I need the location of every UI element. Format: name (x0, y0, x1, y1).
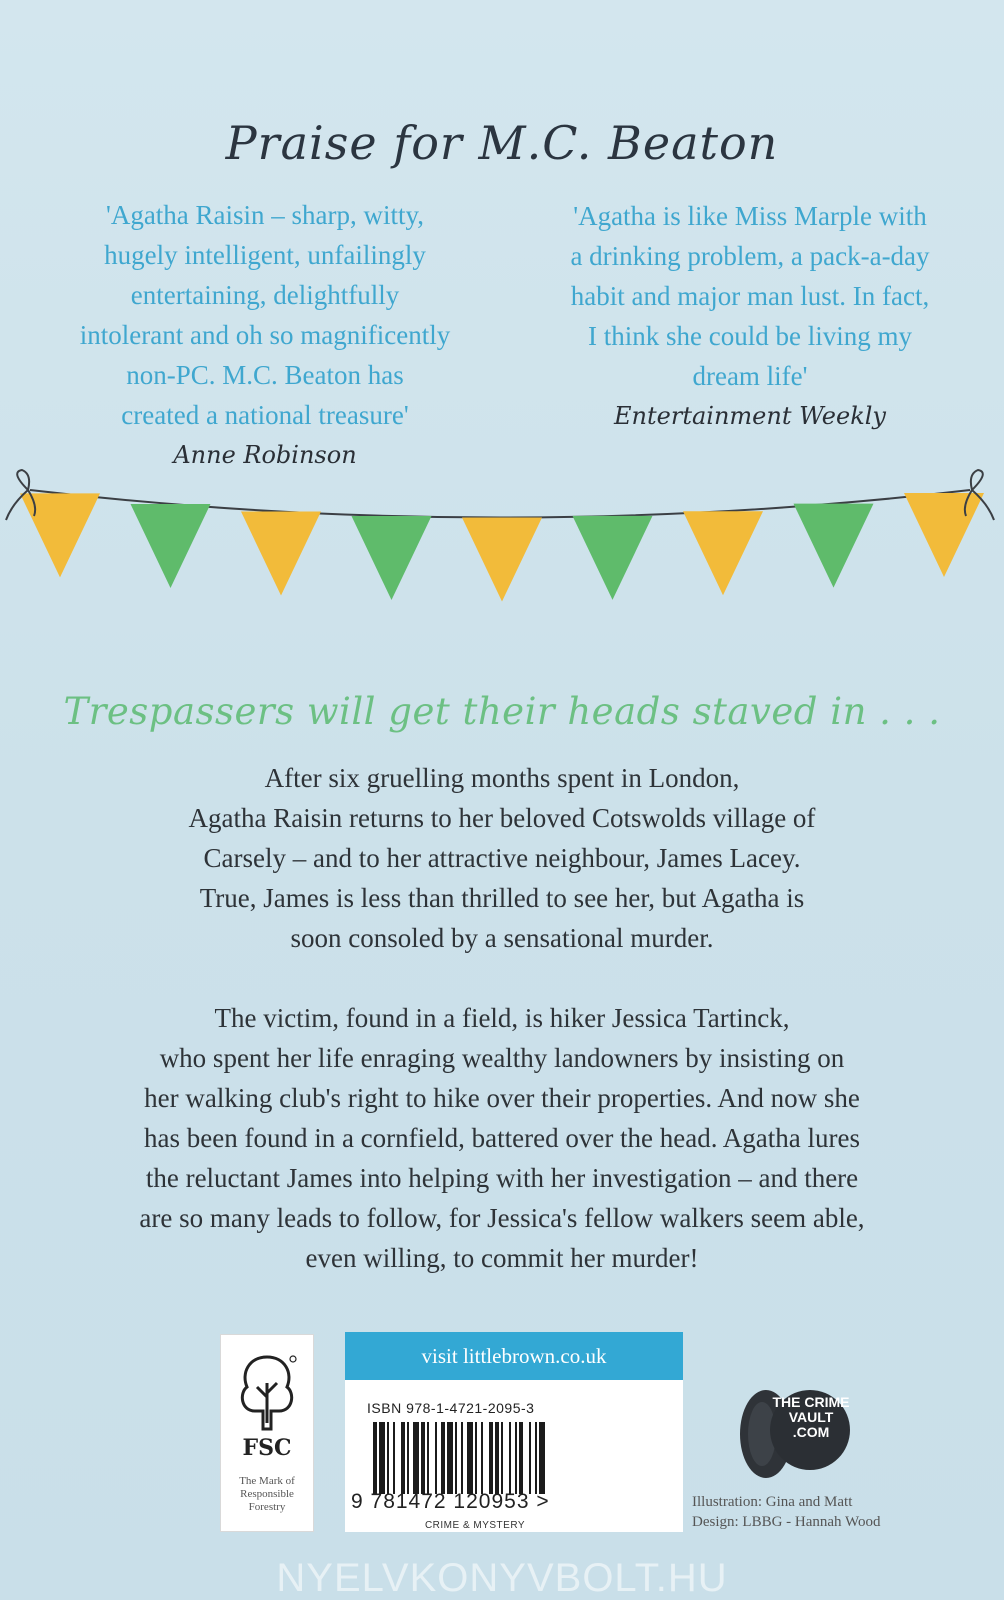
blurb-line: has been found in a cornfield, battered over the head. Agatha lures (144, 1123, 860, 1153)
barcode-bar (387, 1422, 389, 1494)
barcode-bar (515, 1422, 517, 1494)
barcode-bar (373, 1422, 377, 1494)
blurb-line: are so many leads to follow, for Jessica's fellow walkers seem able, (139, 1203, 865, 1233)
quote-line: 'Agatha Raisin – sharp, witty, (105, 200, 425, 230)
barcode-icon (373, 1422, 603, 1494)
barcode-bar (529, 1422, 531, 1494)
quote-line: 'Agatha is like Miss Marple with (573, 201, 927, 231)
barcode-bar (435, 1422, 437, 1494)
quote-entertainment-weekly (520, 196, 980, 436)
design-credits (692, 1492, 962, 1532)
praise-heading: Praise for M.C. Beaton (225, 116, 779, 170)
quote-line: I think she could be living my (588, 321, 912, 351)
crime-vault-text: THE CRIME VAULT .COM (772, 1394, 850, 1440)
barcode-bar (455, 1422, 457, 1494)
quote-line: intolerant and oh so magnificently (79, 320, 451, 350)
blurb-line: Carsely – and to her attractive neighbour, James Lacey. (203, 843, 801, 873)
barcode-bar (413, 1422, 419, 1494)
quote-line: dream life' (692, 361, 808, 391)
tagline: Trespassers will get their heads staved in . . . (63, 690, 941, 733)
blurb-line: True, James is less than thrilled to see her, but Agatha is (199, 883, 805, 913)
fsc-label: FSC (242, 1435, 292, 1461)
barcode-bar (495, 1422, 499, 1494)
blurb-line: soon consoled by a sensational murder. (290, 923, 714, 953)
quote-line: non-PC. M.C. Beaton has (126, 360, 404, 390)
quote-line: a drinking problem, a pack-a-day (570, 241, 930, 271)
barcode-bar (475, 1422, 477, 1494)
fsc-tree-icon (235, 1353, 299, 1433)
blurb-line: The victim, found in a field, is hiker Jessica Tartinck, (214, 1003, 790, 1033)
barcode-number: 9 781472 120953 > (351, 1490, 550, 1513)
barcode-bar (441, 1422, 445, 1494)
quote-line: hugely intelligent, unfailingly (104, 240, 426, 270)
watermark: NYELVKONYVBOLT.HU (276, 1556, 728, 1600)
bunting-flag (131, 504, 211, 588)
blurb-line: Agatha Raisin returns to her beloved Cotswolds village of (188, 803, 816, 833)
blurb-line: the reluctant James into helping with her investigation – and there (145, 1163, 859, 1193)
quote-attribution: Anne Robinson (173, 441, 357, 469)
blurb-paragraph-2 (40, 998, 964, 1278)
barcode-bar (427, 1422, 429, 1494)
fsc-line: Forestry (248, 1501, 286, 1513)
fsc-logo (220, 1334, 314, 1532)
barcode-bar (393, 1422, 395, 1494)
publisher-link[interactable]: visit littlebrown.co.uk (345, 1332, 683, 1380)
barcode-bar (461, 1422, 463, 1494)
quote-line: entertaining, delightfully (130, 280, 400, 310)
blurb-line: even willing, to commit her murder! (305, 1243, 699, 1273)
barcode-bar (421, 1422, 425, 1494)
fsc-tagline (225, 1475, 309, 1514)
barcode-bar (379, 1422, 385, 1494)
bunting-illustration (0, 460, 1004, 640)
barcode-bar (481, 1422, 483, 1494)
quote-anne-robinson (30, 195, 500, 475)
bunting-flag (352, 516, 432, 600)
blurb-line: After six gruelling months spent in London, (264, 763, 740, 793)
barcode-bar (489, 1422, 493, 1494)
barcode-bar (401, 1422, 405, 1494)
credit-line: Design: LBBG - Hannah Wood (692, 1514, 881, 1530)
bunting-flag (20, 493, 100, 577)
isbn-label: ISBN 978-1-4721-2095-3 (367, 1400, 535, 1416)
blurb-line: her walking club's right to hike over their properties. And now she (144, 1083, 860, 1113)
barcode-bar (501, 1422, 503, 1494)
barcode-bar (535, 1422, 537, 1494)
barcode-bar (407, 1422, 409, 1494)
bunting-flag (573, 516, 653, 600)
bunting-flag (794, 504, 874, 588)
quote-attribution: Entertainment Weekly (614, 402, 886, 430)
genre-label: CRIME & MYSTERY (424, 1520, 526, 1531)
bunting-flag (241, 512, 321, 596)
bunting-flag (683, 511, 763, 595)
barcode-bar (509, 1422, 511, 1494)
barcode-bar (539, 1422, 545, 1494)
blurb-paragraph-1 (40, 758, 964, 958)
barcode-bar (467, 1422, 473, 1494)
barcode-panel (345, 1332, 683, 1532)
bunting-flag (904, 493, 984, 577)
barcode-bar (447, 1422, 453, 1494)
quote-line: habit and major man lust. In fact, (570, 281, 930, 311)
quote-line: created a national treasure' (121, 400, 409, 430)
bunting-flag (462, 517, 542, 601)
fsc-line: The Mark of (239, 1475, 295, 1487)
fsc-line: Responsible (240, 1488, 294, 1500)
credit-line: Illustration: Gina and Matt (692, 1494, 853, 1510)
barcode-bar (519, 1422, 523, 1494)
blurb-line: who spent her life enraging wealthy landowners by insisting on (159, 1043, 845, 1073)
